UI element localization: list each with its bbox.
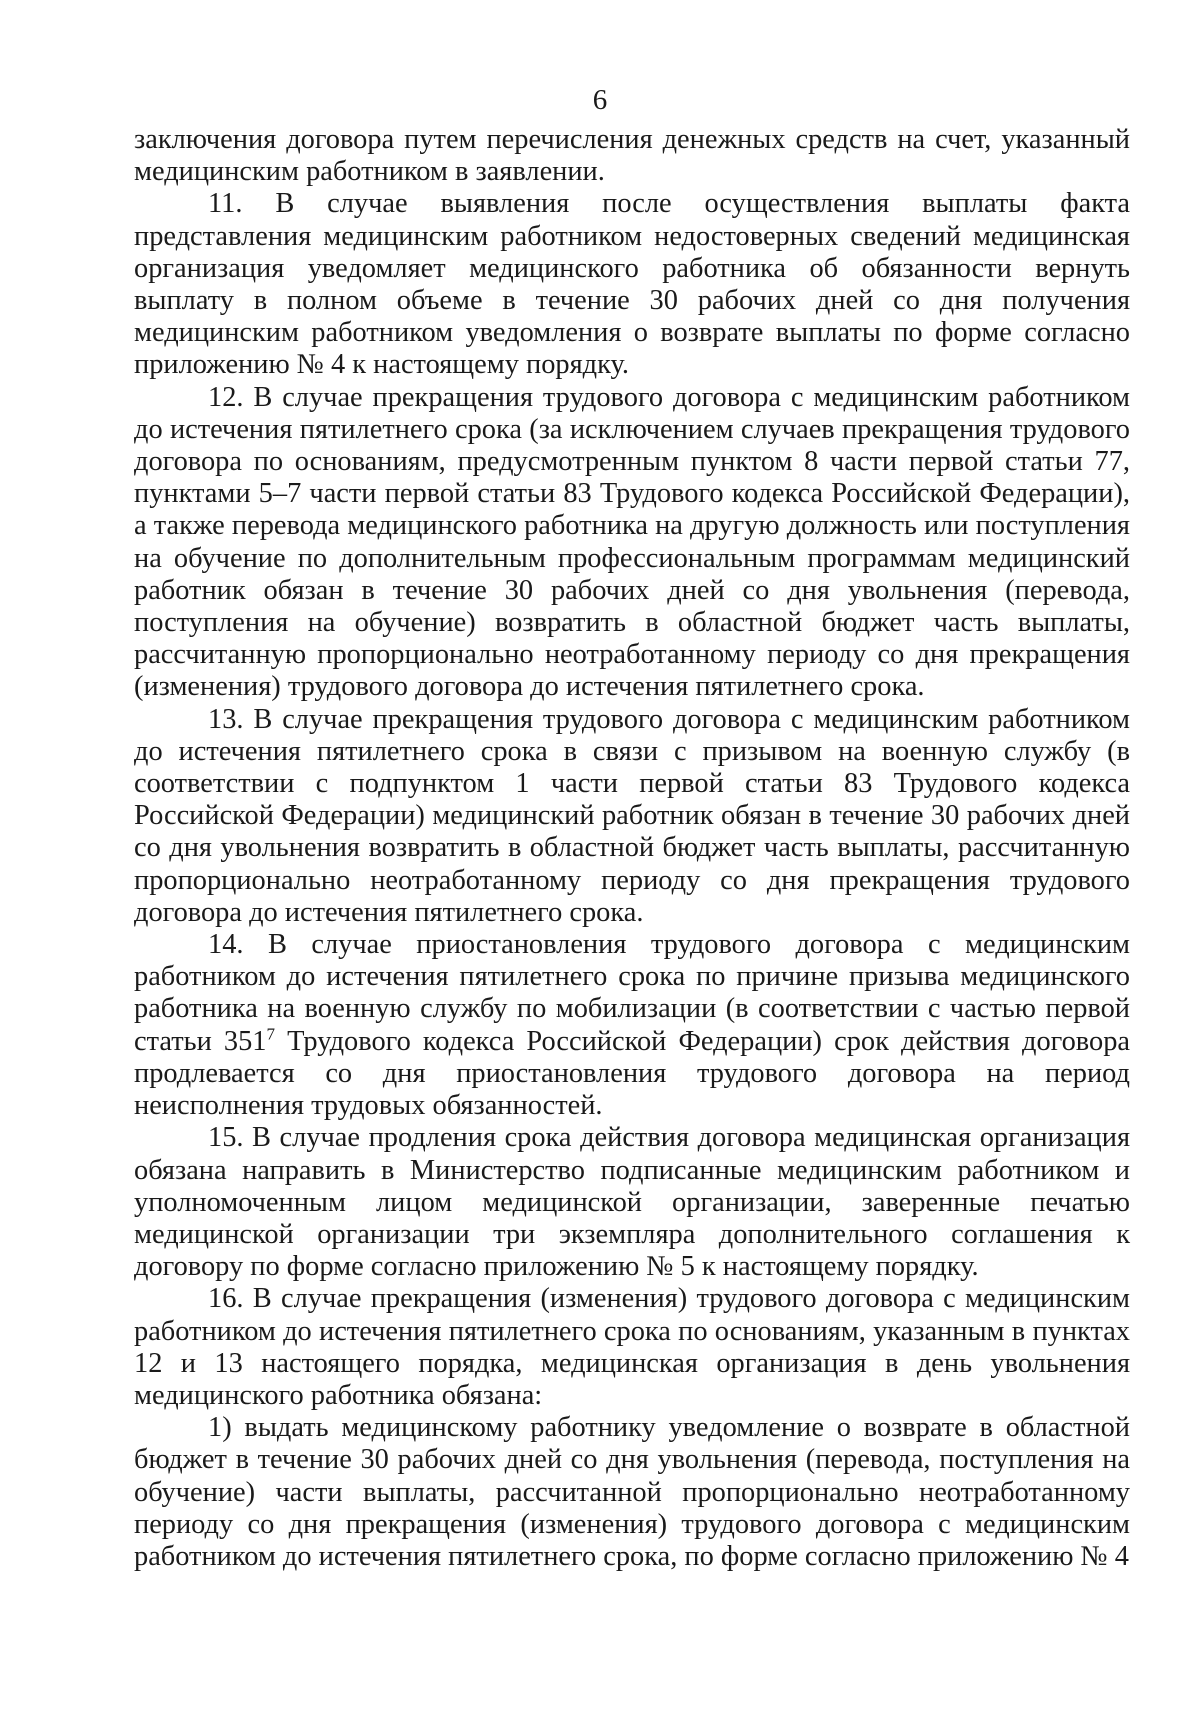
paragraph-14-text-after: Трудового кодекса Российской Федерации) срок действия договора продлевается со дня приостановления трудового договора на период неисполнения трудовых обязанностей. [134,1025,1131,1122]
paragraph-16-item-1: 1) выдать медицинскому работнику уведомление о возврате в областной бюджет в течение 30 рабочих дней со дня увольнения (перевода, поступления на обучение) части выплаты, рассчитанной пропорционально неотработанному периоду со дня прекращения (изменения) трудового договора с медицинским работником до истечения пятилетнего срока, по форме согласно приложению № 4 [134,1412,1130,1572]
paragraph-15: 15. В случае продления срока действия договора медицинская организация обязана направить в Министерство подписанные медицинским работником и уполномоченным лицом медицинской организации, заверенные печатью медицинской организации три экземпляра дополнительного соглашения к договору по форме согласно приложению № 5 к настоящему порядку. [134,1122,1130,1283]
paragraph-13: 13. В случае прекращения трудового договора с медицинским работником до истечения пятилетнего срока в связи с призывом на военную службу (в соответствии с подпунктом 1 части первой статьи 83 Трудового кодекса Российской Федерации) медицинский работник обязан в течение 30 рабочих дней со дня увольнения возвратить в областной бюджет часть выплаты, рассчитанную пропорционально неотработанному периоду со дня прекращения трудового договора до истечения пятилетнего срока. [134,703,1130,928]
document-body [134,124,1130,1573]
paragraph-continuation: заключения договора путем перечисления денежных средств на счет, указанный медицинским работником в заявлении. [134,124,1130,188]
paragraph-14-superscript: 7 [266,1024,275,1044]
paragraph-11: 11. В случае выявления после осуществления выплаты факта представления медицинским работником недостоверных сведений медицинская организация уведомляет медицинского работника об обязанности вернуть выплату в полном объеме в течение 30 рабочих дней со дня получения медицинским работником уведомления о возврате выплаты по форме согласно приложению № 4 к настоящему порядку. [134,188,1130,381]
page-number: 6 [592,84,608,116]
paragraph-14-text-before: 14. В случае приостановления трудового договора с медицинским работником до истечения пятилетнего срока по причине призыва медицинского работника на военную службу по мобилизации (в соответствии с частью первой статьи 351 [134,929,1130,1057]
paragraph-16: 16. В случае прекращения (изменения) трудового договора с медицинским работником до истечения пятилетнего срока по основаниям, указанным в пунктах 12 и 13 настоящего порядка, медицинская организация в день увольнения медицинского работника обязана: [134,1283,1130,1411]
paragraph-12: 12. В случае прекращения трудового договора с медицинским работником до истечения пятилетнего срока (за исключением случаев прекращения трудового договора по основаниям, предусмотренным пунктом 8 части первой статьи 77, пунктами 5–7 части первой статьи 83 Трудового кодекса Российской Федерации), а также перевода медицинского работника на другую должность или поступления на обучение по дополнительным профессиональным программам медицинский работник обязан в течение 30 рабочих дней со дня увольнения (перевода, поступления на обучение) возвратить в областной бюджет часть выплаты, рассчитанную пропорционально неотработанному периоду со дня прекращения (изменения) трудового договора до истечения пятилетнего срока. [134,381,1130,703]
paragraph-14 [134,929,1130,1122]
